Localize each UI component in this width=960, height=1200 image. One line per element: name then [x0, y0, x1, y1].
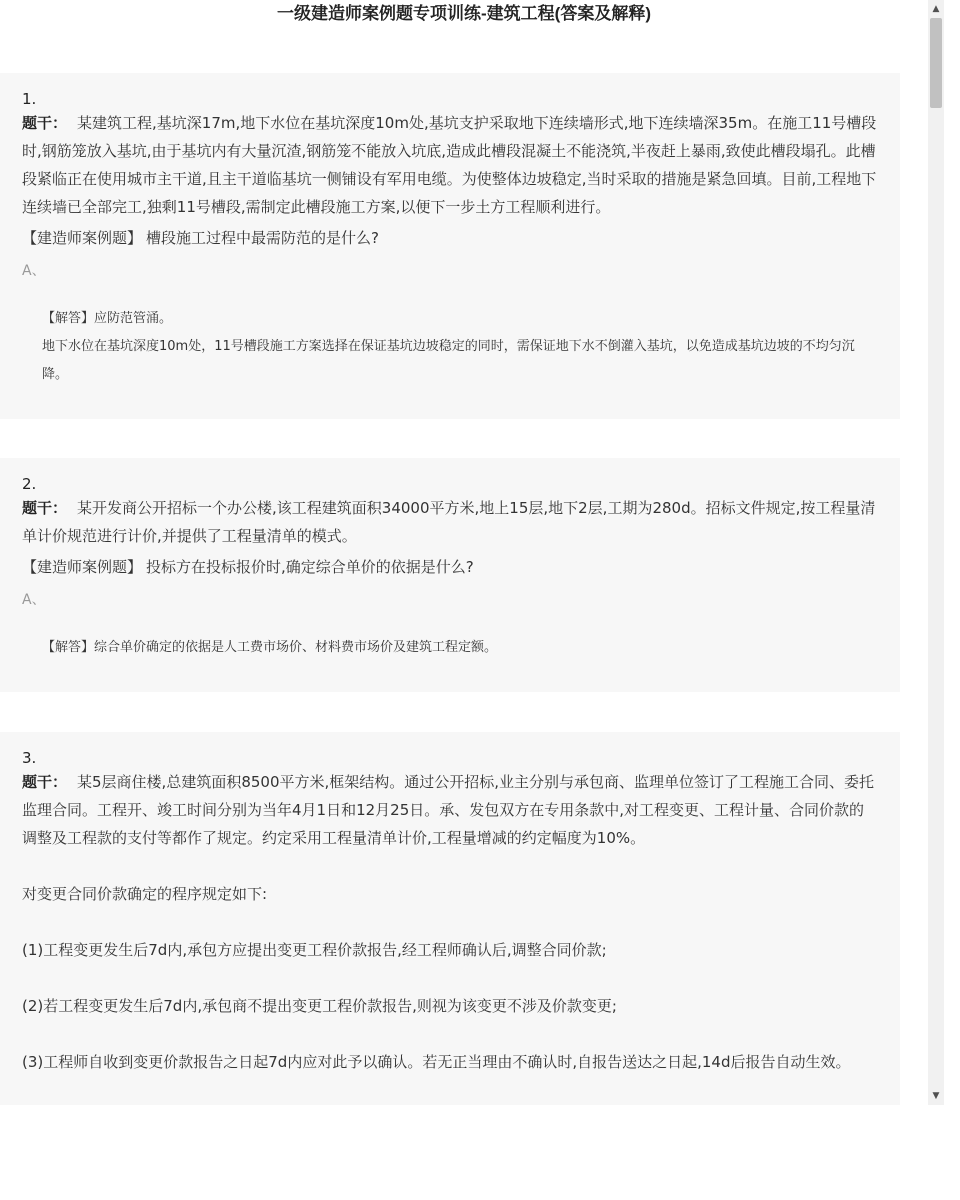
- question-card: [0, 73, 900, 419]
- paragraph-gap: [22, 852, 878, 880]
- case-question-text: 投标方在投标报价时,确定综合单价的依据是什么?: [146, 558, 474, 576]
- answer-text: 【解答】应防范管涌。: [42, 311, 173, 326]
- stem-label: 题干：: [22, 114, 68, 132]
- scroll-up-icon[interactable]: ▲: [932, 4, 940, 14]
- stem-label: 题干：: [22, 773, 68, 791]
- option-a[interactable]: A、: [22, 263, 46, 279]
- question-stem: [22, 109, 878, 221]
- scrollbar-thumb[interactable]: [930, 18, 942, 108]
- case-question: [22, 556, 878, 578]
- question-card: [0, 732, 900, 1105]
- body-paragraph: (3)工程师自收到变更价款报告之日起7d内应对此予以确认。若无正当理由不确认时,自报告送达之日起,14d后报告自动生效。: [22, 1053, 851, 1071]
- body-paragraph: (2)若工程变更发生后7d内,承包商不提出变更工程价款报告,则视为该变更不涉及价款变更;: [22, 997, 617, 1015]
- scroll-down-icon[interactable]: ▼: [932, 1091, 940, 1101]
- question-number: 1.: [22, 90, 37, 108]
- explanation-text: 地下水位在基坑深度10m处，11号槽段施工方案选择在保证基坑边坡稳定的同时，需保证地下水不倒灌入基坑，以免造成基坑边坡的不均匀沉降。: [42, 339, 855, 382]
- stem-text: 某5层商住楼,总建筑面积8500平方米,框架结构。通过公开招标,业主分别与承包商、监理单位签订了工程施工合同、委托监理合同。工程开、竣工时间分别为当年4月1日和12月25日。承、发包双方在专用条款中,对工程变更、工程计量、合同价款的调整及工程款的支付等都作了规定。约定采用工程量清单计价,工程量增减的约定幅度为10%。: [22, 773, 875, 847]
- question-number: 2.: [22, 475, 37, 493]
- vertical-scrollbar[interactable]: [928, 0, 944, 1105]
- case-question-tag: 【建造师案例题】: [22, 558, 143, 576]
- stem-text: 某建筑工程,基坑深17m,地下水位在基坑深度10m处,基坑支护采取地下连续墙形式,地下连续墙深35m。在施工11号槽段时,钢筋笼放入基坑,由于基坑内有大量沉渣,钢筋笼不能放入坑底,造成此槽段混凝土不能浇筑,半夜赶上暴雨,致使此槽段塌孔。此槽段紧临正在使用城市主干道,且主干道临基坑一侧铺设有军用电缆。为使整体边坡稳定,当时采取的措施是紧急回填。目前,工程地下连续墙已全部完工,独剩11号槽段,需制定此槽段施工方案,以便下一步土方工程顺利进行。: [22, 114, 877, 216]
- page-title: 一级建造师案例题专项训练-建筑工程(答案及解释): [277, 4, 651, 23]
- option-a[interactable]: A、: [22, 592, 46, 608]
- paragraph-gap: [22, 1020, 878, 1048]
- stem-text: 某开发商公开招标一个办公楼,该工程建筑面积34000平方米,地上15层,地下2层,工期为280d。招标文件规定,按工程量清单计价规范进行计价,并提供了工程量清单的模式。: [22, 499, 876, 545]
- body-paragraph: (1)工程变更发生后7d内,承包方应提出变更工程价款报告,经工程师确认后,调整合同价款;: [22, 941, 607, 959]
- question-card: [0, 458, 900, 692]
- question-stem: [22, 768, 878, 852]
- stem-label: 题干：: [22, 499, 68, 517]
- body-paragraph: 对变更合同价款确定的程序规定如下:: [22, 885, 268, 903]
- answer-block: [42, 305, 878, 389]
- case-question-text: 槽段施工过程中最需防范的是什么?: [146, 229, 379, 247]
- answer-block: [42, 634, 878, 662]
- answer-text: 【解答】综合单价确定的依据是人工费市场价、材料费市场价及建筑工程定额。: [42, 640, 498, 655]
- case-question: [22, 227, 878, 249]
- question-number: 3.: [22, 749, 37, 767]
- paragraph-gap: [22, 908, 878, 936]
- question-stem: [22, 494, 878, 550]
- paragraph-gap: [22, 964, 878, 992]
- case-question-tag: 【建造师案例题】: [22, 229, 143, 247]
